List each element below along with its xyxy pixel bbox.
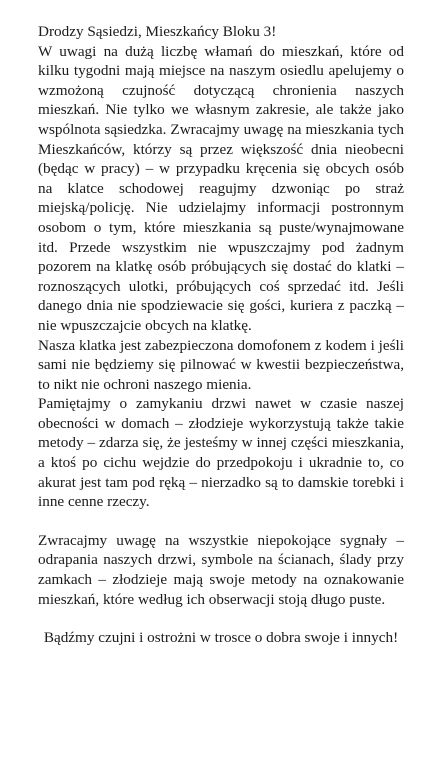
letter-closing: Bądźmy czujni i ostrożni w trosce o dobra swoje i innych! <box>43 629 399 647</box>
paragraph-locking-doors: Pamiętajmy o zamykaniu drzwi nawet w czasie naszej obecności w domach – złodzieje wykorzystują także takie metody – zdarza się, że jesteśmy w innej części mieszkania, a ktoś po cichu wejdzie do przedpokoju i ukradnie to, co akurat jest tam pod ręką – nierzadko są to damskie torebki i inne cenne rzeczy. <box>38 395 404 511</box>
paragraph-burglaries: W uwagi na dużą liczbę włamań do mieszkań, które od kilku tygodni mają miejsce na naszym osiedlu apelujemy o wzmożoną czujność dotyczącą chronienia naszych mieszkań. Nie tylko we własnym zakresie, ale także jako wspólnota sąsiedzka. Zwracajmy uwagę na mieszkania tych Mieszkańców, którzy są przez większość dnia nieobecni (będąc w pracy) – w przypadku kręcenia się obcych osób na klatce schodowej reagujmy dzwoniąc po straż miejską/policję. Nie udzielajmy informacji postronnym osobom o tym, które mieszkania są puste/wynajmowane itd. Przede wszystkim nie wpuszczajmy pod żadnym pozorem na klatkę osób próbujących się dostać do klatki – roznoszących ulotki, próbujących coś sprzedać itd. Jeśli danego dnia nie spodziewacie się gości, kuriera z paczką – nie wpuszczajcie obcych na klatkę. <box>38 42 404 334</box>
paragraph-spacer <box>38 512 404 531</box>
paragraph-warning-signs: Zwracajmy uwagę na wszystkie niepokojące sygnały – odrapania naszych drzwi, symbole na ścianach, ślady przy zamkach – złodzieje mają swoje metody na oznakowanie mieszkań, które według ich obserwacji stoją długo puste. <box>38 531 404 608</box>
paragraph-spacer <box>38 609 404 628</box>
letter <box>38 22 404 648</box>
letter-greeting: Drodzy Sąsiedzi, Mieszkańcy Bloku 3! <box>38 23 277 40</box>
paragraph-intercom: Nasza klatka jest zabezpieczona domofonem z kodem i jeśli sami nie będziemy się pilnować w kwestii bezpieczeństwa, to nikt nie ochroni naszego mienia. <box>38 336 404 393</box>
